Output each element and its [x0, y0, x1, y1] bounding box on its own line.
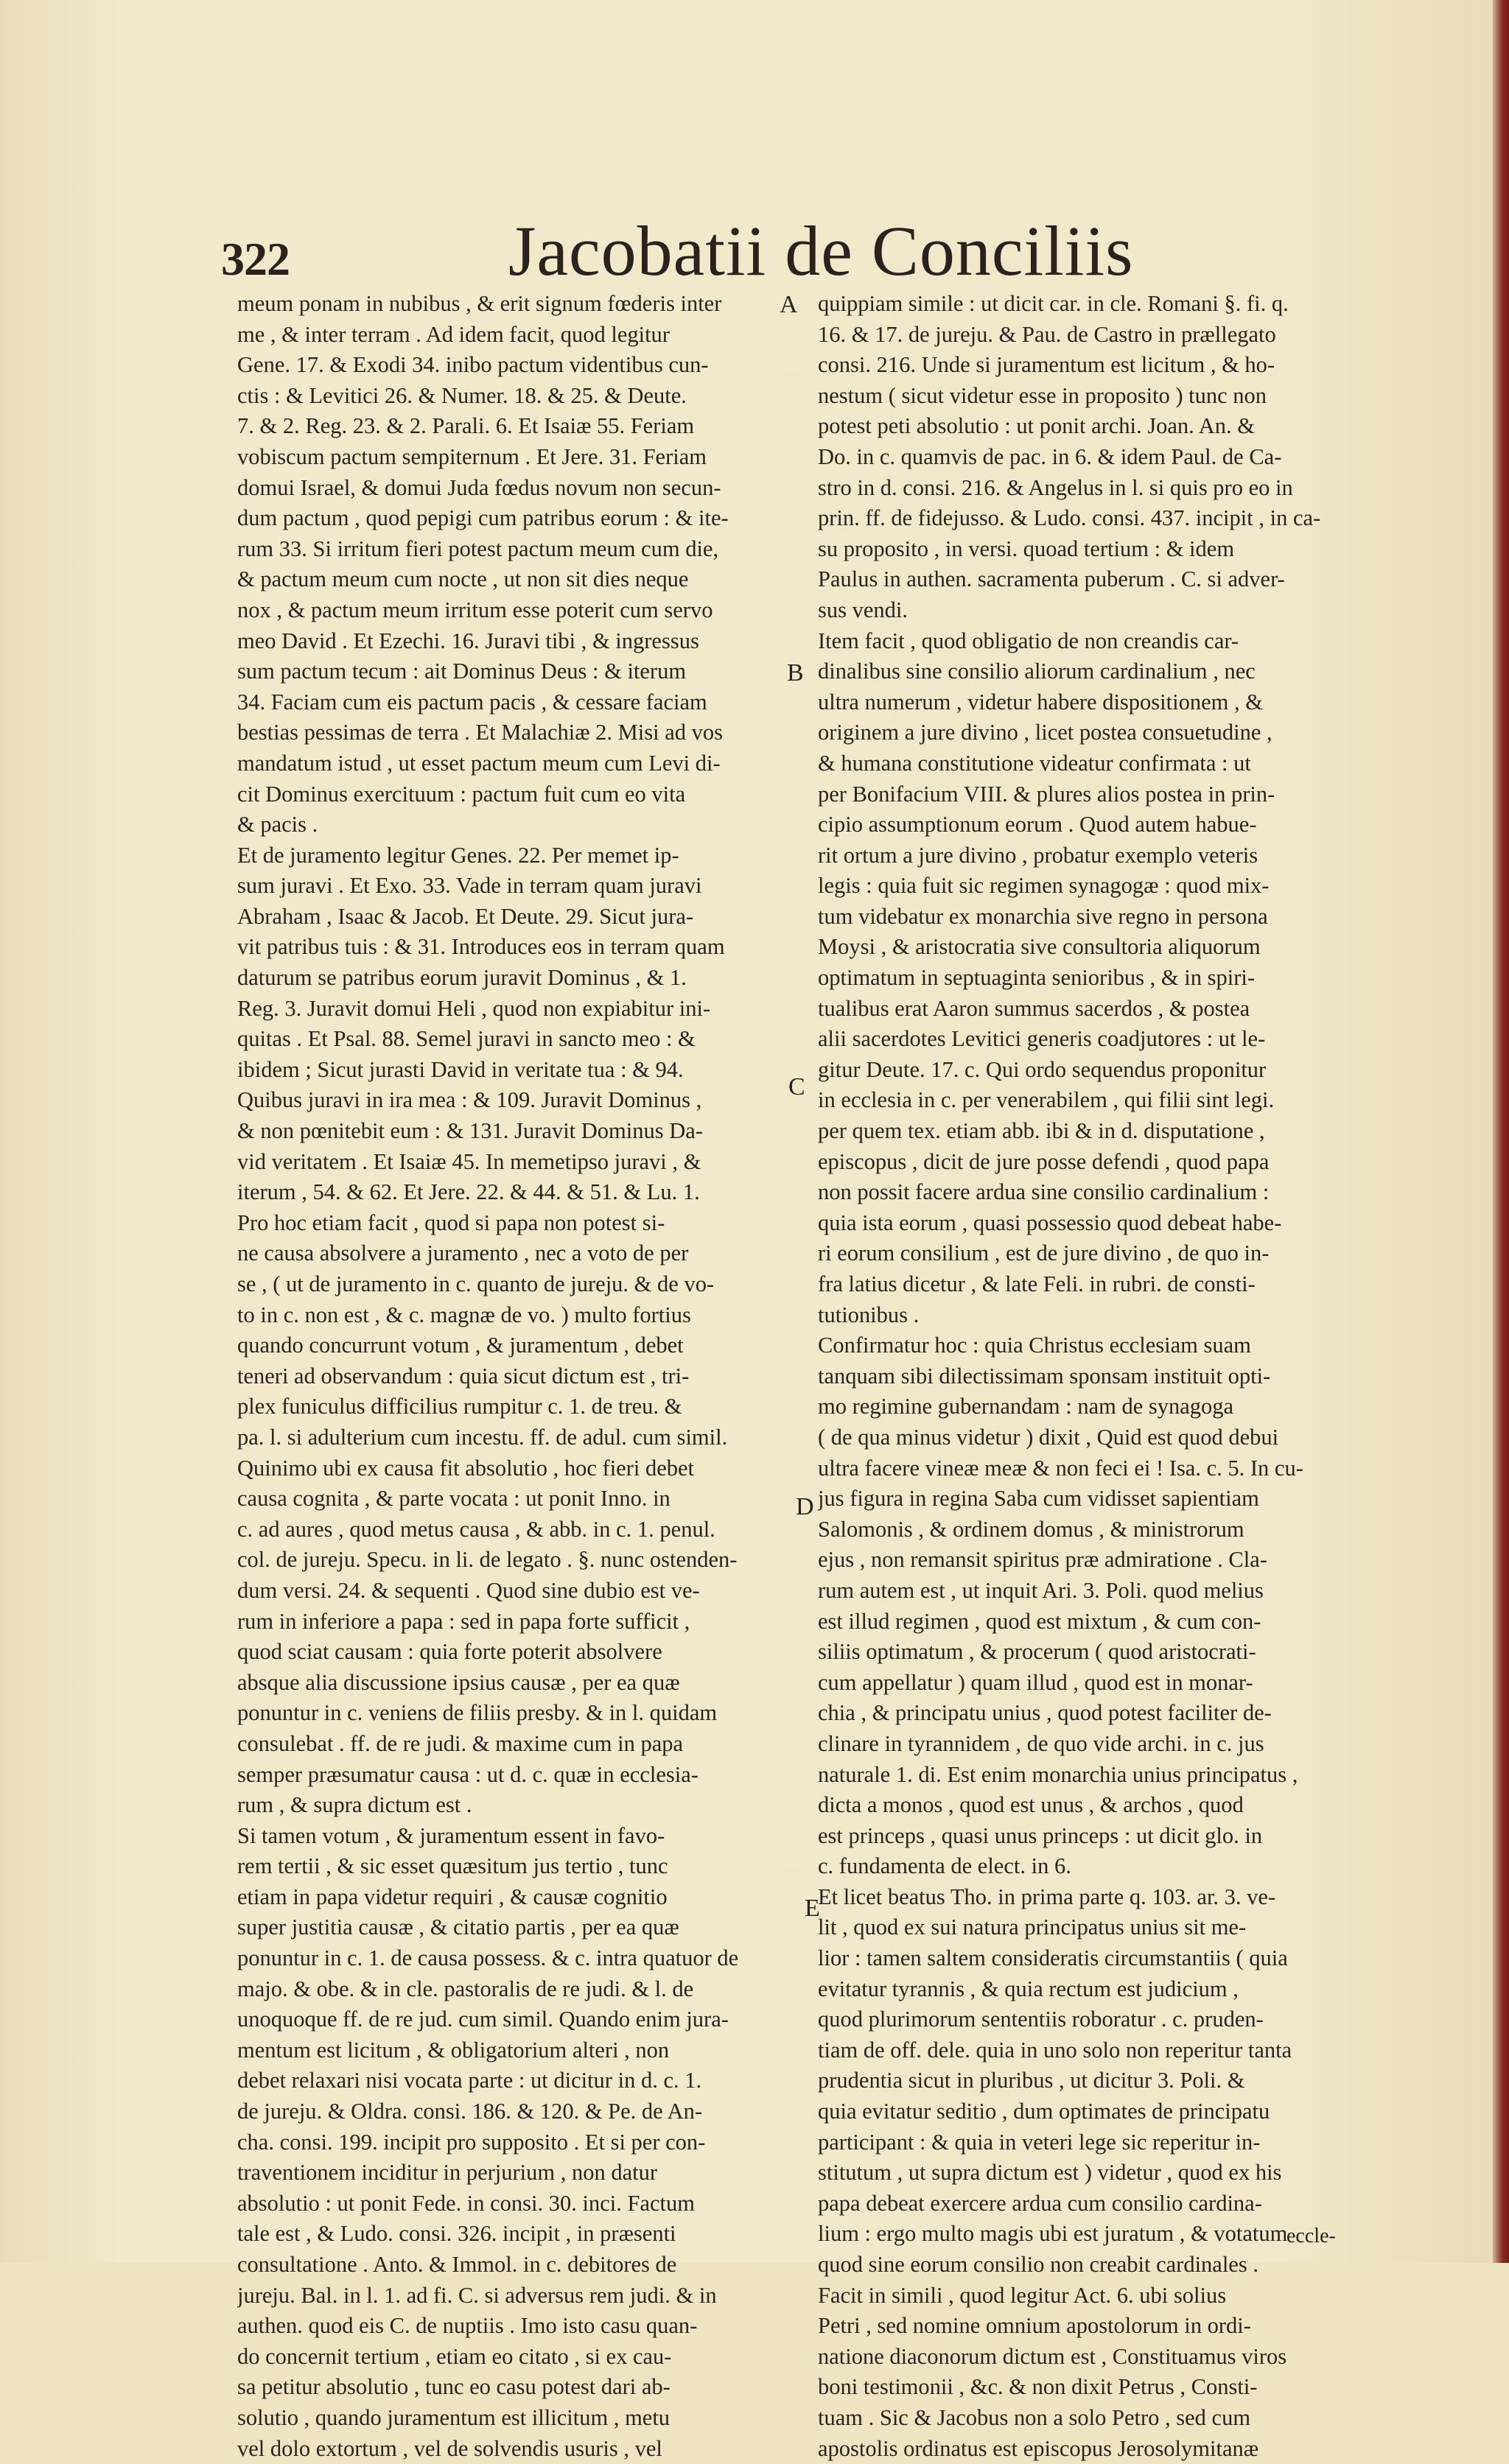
- text-line: evitatur tyrannis , & quia rectum est judicium ,: [818, 1976, 1239, 2001]
- text-line: se , ( ut de juramento in c. quanto de jureju. & de vo-: [237, 1271, 715, 1296]
- text-line: vid veritatem . Et Isaiæ 45. In memetipso juravi , &: [237, 1148, 701, 1174]
- text-line: quod sciat causam : quia forte poterit absolvere: [237, 1639, 662, 1665]
- text-line: Pro hoc etiam facit , quod si papa non potest si-: [237, 1210, 665, 1235]
- text-line: quitas . Et Psal. 88. Semel juravi in sancto meo : &: [237, 1026, 696, 1052]
- text-line: participant : & quia in veteri lege sic reperitur in-: [818, 2129, 1261, 2155]
- text-line: rit ortum a jure divino , probatur exemplo veteris: [818, 842, 1258, 868]
- text-line: iterum , 54. & 62. Et Jere. 22. & 44. & 51. & Lu. 1.: [237, 1179, 700, 1205]
- text-line: quia evitatur seditio , dum optimates de principatu: [818, 2099, 1270, 2124]
- text-line: jureju. Bal. in l. 1. ad fi. C. si adversus rem judi. & in: [237, 2282, 717, 2308]
- text-line: tuam . Sic & Jacobus non a solo Petro , sed cum: [818, 2404, 1251, 2430]
- text-line: c. ad aures , quod metus causa , & abb. in c. 1. penul.: [237, 1516, 715, 1542]
- text-line: est princeps , quasi unus princeps : ut dicit glo. in: [818, 1822, 1263, 1848]
- text-line: 7. & 2. Reg. 23. & 2. Parali. 6. Et Isaiæ 55. Feriam: [237, 413, 695, 439]
- text-line: vobiscum pactum sempiternum . Et Jere. 31. Feriam: [237, 443, 707, 469]
- text-line: Confirmatur hoc : quia Christus ecclesiam suam: [818, 1333, 1251, 1358]
- text-line: etiam in papa videtur requiri , & causæ cognitio: [237, 1884, 668, 1909]
- text-line: & non pœnitebit eum : & 131. Juravit Dominus Da-: [237, 1118, 703, 1144]
- text-line: alii sacerdotes Levitici generis coadjutores : ut le-: [818, 1026, 1266, 1052]
- text-line: & humana constitutione videatur confirmata : ut: [818, 750, 1251, 776]
- text-line: fra latius dicetur , & late Feli. in rubri. de consti-: [818, 1271, 1256, 1296]
- text-line: lior : tamen saltem consideratis circumstantiis ( quia: [818, 1945, 1288, 1971]
- text-line: lit , quod ex sui natura principatus unius sit me-: [818, 1914, 1247, 1940]
- text-line: c. fundamenta de elect. in 6.: [818, 1853, 1071, 1879]
- text-line: Abraham , Isaac & Jacob. Et Deute. 29. Sicut jura-: [237, 903, 694, 929]
- text-line: cha. consi. 199. incipit pro supposito . Et si per con-: [237, 2129, 706, 2155]
- text-line: sum juravi . Et Exo. 33. Vade in terram quam juravi: [237, 873, 702, 899]
- text-line: 16. & 17. de jureju. & Pau. de Castro in prællegato: [818, 321, 1276, 347]
- text-line: ultra facere vineæ meæ & non feci ei ! Isa. c. 5. In cu-: [818, 1455, 1303, 1481]
- text-line: optimatum in septuaginta senioribus , & in spiri-: [818, 965, 1255, 991]
- catchword: eccle-: [1286, 2225, 1336, 2247]
- text-line: super justitia causæ , & citatio partis , per ea quæ: [237, 1914, 679, 1940]
- text-line: Item facit , quod obligatio de non creandis car-: [818, 628, 1239, 653]
- text-line: me , & inter terram . Ad idem facit, quod legitur: [237, 321, 670, 347]
- text-line: originem a jure divino , licet postea consuetudine ,: [818, 720, 1272, 745]
- running-head: [221, 210, 1326, 291]
- text-line: rum in inferiore a papa : sed in papa forte sufficit ,: [237, 1608, 690, 1634]
- text-line: ne causa absolvere a juramento , nec a voto de per: [237, 1240, 689, 1266]
- text-line: Gene. 17. & Exodi 34. inibo pactum videntibus cun-: [237, 352, 709, 378]
- text-line: potest peti absolutio : ut ponit archi. Joan. An. &: [818, 413, 1255, 439]
- text-line: sus vendi.: [818, 597, 908, 622]
- margin-letter-b: B: [787, 659, 804, 687]
- text-line: episcopus , dicit de jure posse defendi , quod papa: [818, 1148, 1270, 1174]
- text-line: in ecclesia in c. per venerabilem , qui filii sint legi.: [818, 1087, 1275, 1113]
- text-line: quippiam simile : ut dicit car. in cle. Romani §. fi. q.: [818, 291, 1289, 316]
- text-line: ibidem ; Sicut jurasti David in veritate tua : & 94.: [237, 1056, 684, 1082]
- text-line: quia ista eorum , quasi possessio quod debeat habe-: [818, 1210, 1282, 1235]
- text-line: tiam de off. dele. quia in uno solo non reperitur tanta: [818, 2037, 1292, 2063]
- text-line: rum 33. Si irritum fieri potest pactum meum cum die,: [237, 536, 719, 561]
- text-line: meo David . Et Ezechi. 16. Juravi tibi , & ingressus: [237, 628, 699, 653]
- text-line: & pactum meum cum nocte , ut non sit dies neque: [237, 566, 689, 592]
- text-line: stro in d. consi. 216. & Angelus in l. si quis pro eo in: [818, 474, 1293, 500]
- text-line: mo regimine gubernandam : nam de synagoga: [818, 1394, 1234, 1419]
- text-line: dum versi. 24. & sequenti . Quod sine dubio est ve-: [237, 1577, 700, 1603]
- text-line: Quinimo ubi ex causa fit absolutio , hoc fieri debet: [237, 1455, 695, 1481]
- text-line: Paulus in authen. sacramenta puberum . C. si adver-: [818, 566, 1285, 592]
- text-line: Petri , sed nomine omnium apostolorum in ordi-: [818, 2313, 1251, 2339]
- text-line: tale est , & Ludo. consi. 326. incipit , in præsenti: [237, 2221, 676, 2247]
- text-line: rum autem est , ut inquit Ari. 3. Poli. quod melius: [818, 1577, 1264, 1603]
- text-line: clinare in tyrannidem , de quo vide archi. in c. jus: [818, 1730, 1264, 1756]
- margin-letter-d: D: [796, 1493, 814, 1520]
- text-line: absolutio : ut ponit Fede. in consi. 30. inci. Factum: [237, 2190, 695, 2216]
- text-line: nox , & pactum meum irritum esse poterit cum servo: [237, 597, 713, 622]
- text-line: unoquoque ff. de re jud. cum simil. Quando enim jura-: [237, 2007, 729, 2032]
- text-line: solutio , quando juramentum est illicitum , metu: [237, 2404, 671, 2430]
- text-line: est illud regimen , quod est mixtum , & cum con-: [818, 1608, 1261, 1634]
- text-line: authen. quod eis C. de nuptiis . Imo isto casu quan-: [237, 2313, 698, 2339]
- text-line: plex funiculus difficilius rumpitur c. 1. de treu. &: [237, 1394, 682, 1419]
- text-line: majo. & obe. & in cle. pastoralis de re judi. & l. de: [237, 1976, 694, 2001]
- text-line: Facit in simili , quod legitur Act. 6. ubi solius: [818, 2282, 1227, 2308]
- text-line: daturum se patribus eorum juravit Dominus , & 1.: [237, 965, 687, 991]
- text-line: mentum est licitum , & obligatorium alteri , non: [237, 2037, 670, 2063]
- text-line: dinalibus sine consilio aliorum cardinalium , nec: [818, 659, 1256, 684]
- text-line: pa. l. si adulterium cum incestu. ff. de adul. cum simil.: [237, 1424, 728, 1450]
- text-line: ri eorum consilium , est de jure divino , de quo in-: [818, 1240, 1270, 1266]
- text-line: nestum ( sicut videtur esse in proposito ) tunc non: [818, 382, 1267, 408]
- text-line: Si tamen votum , & juramentum essent in favo-: [237, 1822, 665, 1848]
- text-line: Quibus juravi in ira mea : & 109. Juravit Dominus ,: [237, 1087, 702, 1113]
- text-line: meum ponam in nubibus , & erit signum fœderis inter: [237, 291, 722, 316]
- text-line: naturale 1. di. Est enim monarchia unius principatus ,: [818, 1761, 1298, 1787]
- text-line: cit Dominus exercituum : pactum fuit cum eo vita: [237, 781, 686, 807]
- text-line: debet relaxari nisi vocata parte : ut dicitur in d. c. 1.: [237, 2068, 702, 2093]
- text-line: natione diaconorum dictum est , Constituamus viros: [818, 2343, 1287, 2369]
- text-line: col. de jureju. Specu. in li. de legato . §. nunc ostenden-: [237, 1547, 738, 1573]
- text-line: tutionibus .: [818, 1302, 920, 1327]
- text-line: causa cognita , & parte vocata : ut ponit Inno. in: [237, 1486, 671, 1512]
- text-line: chia , & principatu unius , quod potest faciliter de-: [818, 1700, 1272, 1726]
- text-line: boni testimonii , &c. & non dixit Petrus , Consti-: [818, 2374, 1258, 2400]
- text-line: rum , & supra dictum est .: [237, 1792, 472, 1818]
- text-line: cum appellatur ) quam illud , quod est in monar-: [818, 1669, 1253, 1695]
- page-title: Jacobatii de Conciliis: [508, 211, 1134, 290]
- left-column: [237, 289, 779, 2464]
- text-line: ctis : & Levitici 26. & Numer. 18. & 25. & Deute.: [237, 382, 687, 408]
- text-line: & pacis .: [237, 812, 318, 838]
- text-line: prudentia sicut in pluribus , ut dicitur 3. Poli. &: [818, 2068, 1245, 2093]
- text-line: semper præsumatur causa : ut d. c. quæ in ecclesia-: [237, 1761, 699, 1787]
- page-number: 322: [221, 233, 290, 285]
- text-line: ponuntur in c. 1. de causa possess. & c. intra quatuor de: [237, 1945, 739, 1971]
- text-line: Do. in c. quamvis de pac. in 6. & idem Paul. de Ca-: [818, 443, 1282, 469]
- margin-letter-c: C: [788, 1073, 805, 1101]
- text-line: Et licet beatus Tho. in prima parte q. 103. ar. 3. ve-: [818, 1884, 1276, 1909]
- text-line: ejus , non remansit spiritus præ admiratione . Cla-: [818, 1547, 1267, 1573]
- text-line: tanquam sibi dilectissimam sponsam instituit opti-: [818, 1363, 1271, 1389]
- text-line: legis : quia fuit sic regimen synagogæ : quod mix-: [818, 873, 1270, 899]
- margin-letter-e: E: [805, 1895, 820, 1922]
- text-line: non possit facere ardua sine consilio cardinalium :: [818, 1179, 1270, 1205]
- text-line: absque alia discussione ipsius causæ , per ea quæ: [237, 1669, 680, 1695]
- text-line: Reg. 3. Juravit domui Heli , quod non expiabitur ini-: [237, 995, 711, 1021]
- text-line: to in c. non est , & c. magnæ de vo. ) multo fortius: [237, 1302, 691, 1327]
- text-line: dicta a monos , quod est unus , & archos , quod: [818, 1792, 1244, 1818]
- text-line: lium : ergo multo magis ubi est juratum , & votatum: [818, 2221, 1288, 2247]
- text-line: jus figura in regina Saba cum vidisset sapientiam: [818, 1486, 1259, 1512]
- text-line: ponuntur in c. veniens de filiis presby. & in l. quidam: [237, 1700, 718, 1726]
- text-line: per Bonifacium VIII. & plures alios postea in prin-: [818, 781, 1275, 807]
- text-line: stitutum , ut supra dictum est ) videtur , quod ex his: [818, 2160, 1282, 2186]
- text-line: ultra numerum , videtur habere dispositionem , &: [818, 689, 1263, 715]
- text-line: su proposito , in versi. quoad tertium : & idem: [818, 536, 1235, 561]
- text-line: siliis optimatum , & procerum ( quod aristocrati-: [818, 1639, 1256, 1665]
- text-line: de jureju. & Oldra. consi. 186. & 120. & Pe. de An-: [237, 2099, 703, 2124]
- text-line: sum pactum tecum : ait Dominus Deus : & iterum: [237, 659, 687, 684]
- text-line: domui Israel, & domui Juda fœdus novum non secun-: [237, 474, 721, 500]
- text-line: quod plurimorum sententiis roboratur . c. pruden-: [818, 2007, 1264, 2032]
- text-line: Salomonis , & ordinem domus , & ministrorum: [818, 1516, 1244, 1542]
- text-line: bestias pessimas de terra . Et Malachiæ 2. Misi ad vos: [237, 720, 724, 745]
- text-line: Et de juramento legitur Genes. 22. Per memet ip-: [237, 842, 679, 868]
- text-line: vit patribus tuis : & 31. Introduces eos in terram quam: [237, 934, 725, 960]
- text-line: consultatione . Anto. & Immol. in c. debitores de: [237, 2252, 677, 2277]
- text-line: tum videbatur ex monarchia sive regno in persona: [818, 903, 1268, 929]
- text-line: do concernit tertium , etiam eo citato , si ex cau-: [237, 2343, 672, 2369]
- text-line: consi. 216. Unde si juramentum est licitum , & ho-: [818, 352, 1275, 378]
- text-line: per quem tex. etiam abb. ibi & in d. disputatione ,: [818, 1118, 1265, 1144]
- text-line: apostolis ordinatus est episcopus Jerosolymitanæ: [818, 2435, 1259, 2461]
- text-line: consulebat . ff. de re judi. & maxime cum in papa: [237, 1730, 684, 1756]
- text-line: ( de qua minus videtur ) dixit , Quid est quod debui: [818, 1424, 1279, 1450]
- text-line: quod sine eorum consilio non creabit cardinales .: [818, 2252, 1258, 2277]
- text-line: tualibus erat Aaron summus sacerdos , & postea: [818, 995, 1250, 1021]
- text-line: mandatum istud , ut esset pactum meum cum Levi di-: [237, 750, 721, 776]
- text-line: sa petitur absolutio , tunc eo casu potest dari ab-: [237, 2374, 671, 2400]
- margin-letter-a: A: [780, 291, 798, 318]
- text-line: Moysi , & aristocratia sive consultoria aliquorum: [818, 934, 1261, 960]
- text-line: papa debeat exercere ardua cum consilio cardina-: [818, 2190, 1262, 2216]
- text-line: traventionem inciditur in perjurium , non datur: [237, 2160, 658, 2186]
- right-column: [818, 289, 1337, 2464]
- text-line: rem tertii , & sic esset quæsitum jus tertio , tunc: [237, 1853, 668, 1879]
- text-line: prin. ff. de fidejusso. & Ludo. consi. 437. incipit , in ca-: [818, 505, 1321, 531]
- text-line: teneri ad observandum : quia sicut dictum est , tri-: [237, 1363, 690, 1389]
- text-line: quando concurrunt votum , & juramentum , debet: [237, 1333, 684, 1358]
- text-line: vel dolo extortum , vel de solvendis usuris , vel: [237, 2435, 662, 2461]
- text-line: cipio assumptionum eorum . Quod autem habue-: [818, 812, 1257, 838]
- text-line: gitur Deute. 17. c. Qui ordo sequendus proponitur: [818, 1056, 1267, 1082]
- text-line: 34. Faciam cum eis pactum pacis , & cessare faciam: [237, 689, 707, 715]
- text-line: dum pactum , quod pepigi cum patribus eorum : & ite-: [237, 505, 729, 531]
- page-edge: [1493, 0, 1509, 2263]
